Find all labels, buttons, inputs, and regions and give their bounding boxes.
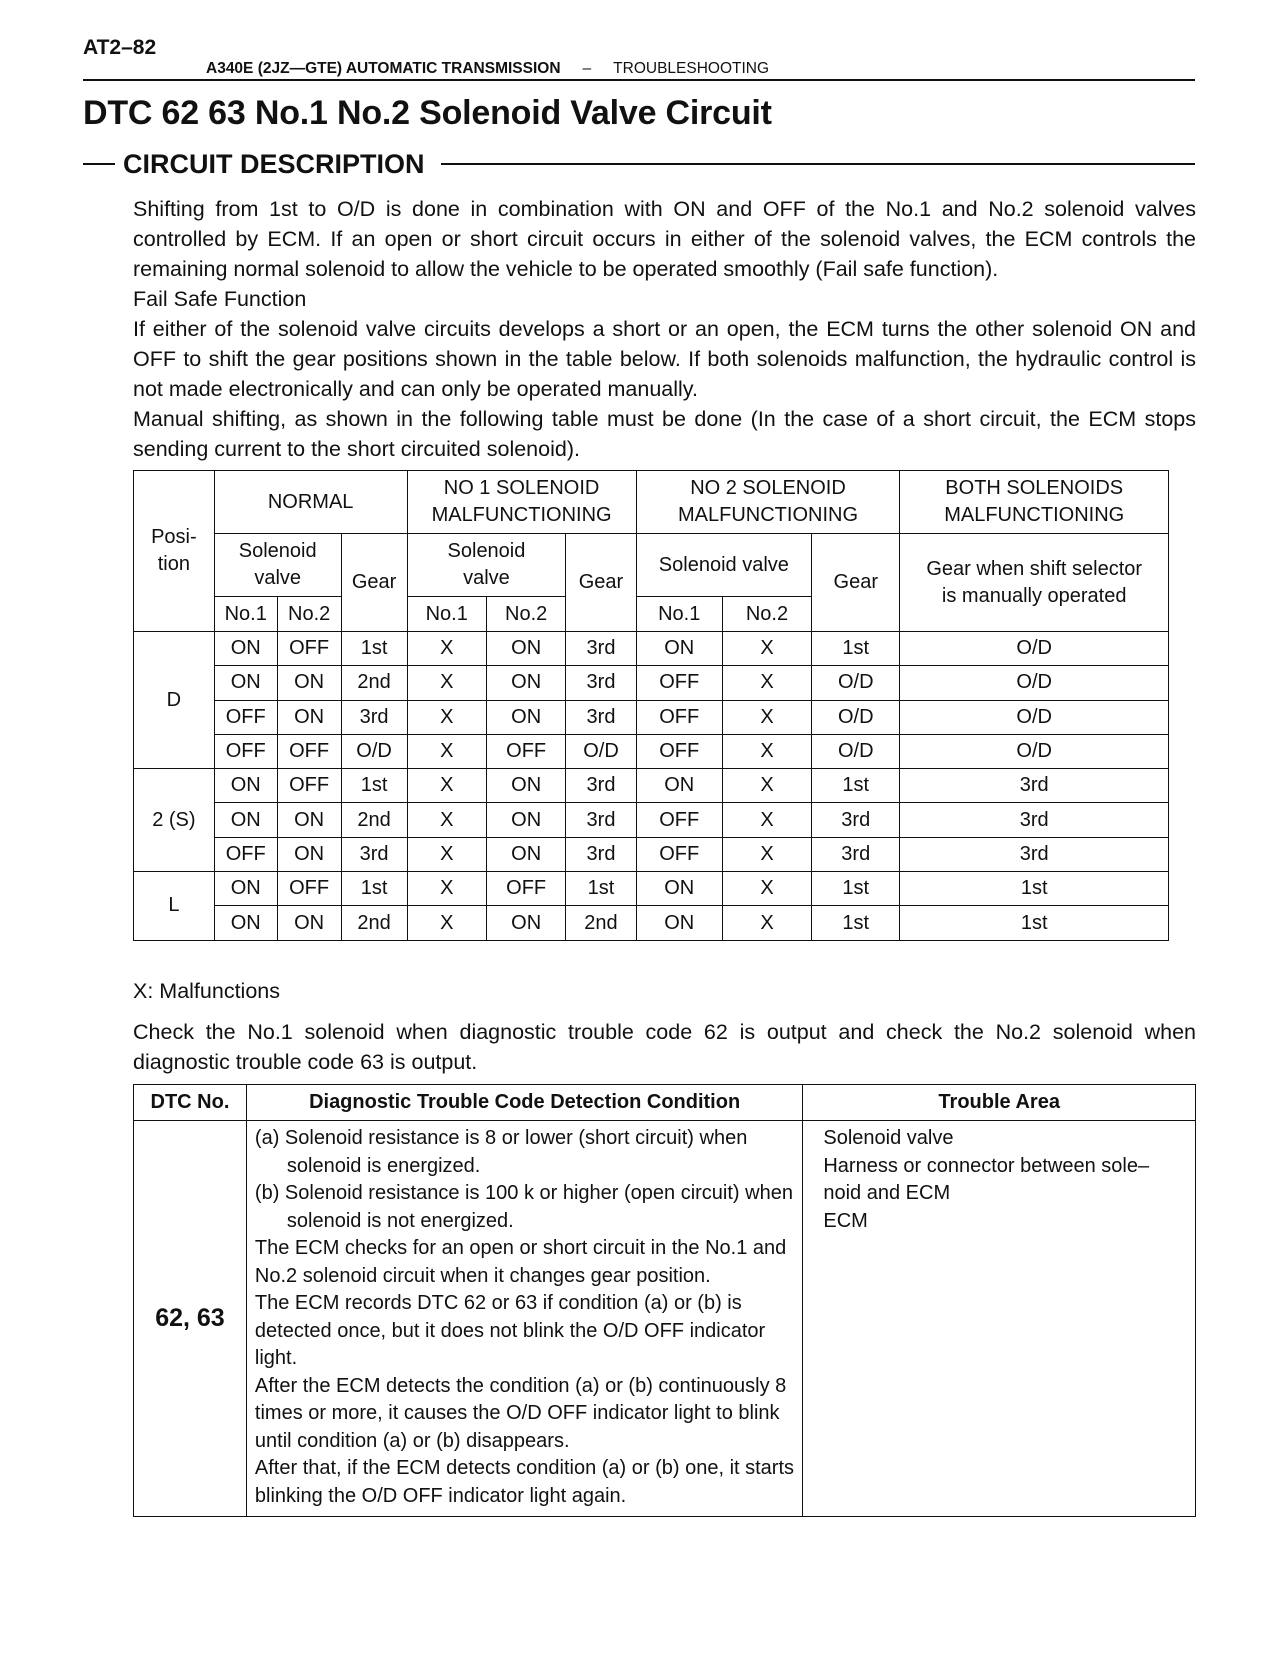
trouble-area-item: Harness or connector between sole– noid and ECM bbox=[823, 1154, 1150, 1204]
shift-table-cell: OFF bbox=[636, 734, 722, 768]
position-label: 2 (S) bbox=[134, 769, 215, 872]
shift-table-cell: ON bbox=[486, 837, 565, 871]
no1-malfunction-header: NO 1 SOLENOID MALFUNCTIONING bbox=[407, 471, 636, 534]
shift-table-cell: 3rd bbox=[341, 700, 407, 734]
fail-safe-heading: Fail Safe Function bbox=[133, 287, 307, 311]
shift-table-cell: O/D bbox=[900, 700, 1169, 734]
section-heading-text: CIRCUIT DESCRIPTION bbox=[123, 148, 425, 179]
shift-table-cell: 3rd bbox=[566, 666, 636, 700]
shift-table-cell: X bbox=[722, 803, 811, 837]
shift-table-cell: 2nd bbox=[566, 906, 636, 940]
shift-table-cell: OFF bbox=[636, 803, 722, 837]
shift-table-cell: X bbox=[407, 632, 486, 666]
shift-table-cell: X bbox=[722, 666, 811, 700]
header-separator: – bbox=[582, 60, 592, 77]
shift-table-row bbox=[134, 666, 1169, 700]
dtc-no-header: DTC No. bbox=[134, 1085, 247, 1121]
dtc-table bbox=[133, 1084, 1196, 1517]
shift-table-row bbox=[134, 837, 1169, 871]
shift-table-cell: ON bbox=[277, 666, 341, 700]
shift-table-row bbox=[134, 769, 1169, 803]
normal-gear-header: Gear bbox=[341, 534, 407, 632]
shift-table-row bbox=[134, 734, 1169, 768]
normal-solenoid-valve-header: Solenoid valve bbox=[214, 534, 341, 597]
shift-table-row bbox=[134, 700, 1169, 734]
shift-table-cell: X bbox=[722, 769, 811, 803]
shift-table-cell: ON bbox=[214, 666, 277, 700]
shift-table-cell: 1st bbox=[341, 872, 407, 906]
shift-table-cell: ON bbox=[214, 872, 277, 906]
shift-table-cell: O/D bbox=[566, 734, 636, 768]
shift-table-cell: X bbox=[407, 803, 486, 837]
shift-table-cell: OFF bbox=[214, 837, 277, 871]
shift-table-cell: X bbox=[722, 632, 811, 666]
detection-condition-cell bbox=[246, 1121, 802, 1517]
fail-safe-paragraph: If either of the solenoid valve circuits develops a short or an open, the ECM turns the other solenoid ON and OFF to shift the gear positions shown in the table below. If both solenoids malfunction, the hydraulic control is not made electronically and can only be operated manually. bbox=[133, 317, 1196, 401]
heading-trail-rule bbox=[441, 163, 1195, 165]
intro-paragraph: Shifting from 1st to O/D is done in combination with ON and OFF of the No.1 and No.2 solenoid valves controlled by ECM. If an open or short circuit occurs in either of the solenoid valves, the ECM controls the remaining normal solenoid to allow the vehicle to be operated smoothly (Fail safe function). bbox=[133, 197, 1196, 281]
trouble-area-item: Solenoid valve bbox=[823, 1127, 954, 1149]
shift-table-cell: ON bbox=[636, 769, 722, 803]
manual-gear-header: Gear when shift selector is manually operated bbox=[900, 534, 1169, 632]
shift-table-cell: X bbox=[722, 734, 811, 768]
shift-table-cell: ON bbox=[277, 906, 341, 940]
shift-table-cell: 3rd bbox=[812, 837, 900, 871]
normal-header: NORMAL bbox=[214, 471, 407, 534]
page-title: DTC 62 63 No.1 No.2 Solenoid Valve Circuit bbox=[83, 94, 772, 132]
shift-table-cell: ON bbox=[486, 906, 565, 940]
shift-table-cell: OFF bbox=[486, 734, 565, 768]
shift-table-cell: 1st bbox=[566, 872, 636, 906]
shift-table-cell: 3rd bbox=[900, 769, 1169, 803]
trouble-area-header: Trouble Area bbox=[803, 1085, 1196, 1121]
shift-table-cell: 3rd bbox=[341, 837, 407, 871]
section-name: TROUBLESHOOTING bbox=[613, 60, 770, 77]
no1-solenoid-valve-header: Solenoid valve bbox=[407, 534, 566, 597]
dtc-code: 62, 63 bbox=[134, 1121, 247, 1517]
condition-b: (b) Solenoid resistance is 100 k or higher (open circuit) when solenoid is not energized. bbox=[254, 1182, 793, 1232]
shift-table-cell: ON bbox=[486, 803, 565, 837]
shift-table-cell: 2nd bbox=[341, 906, 407, 940]
shift-table-cell: O/D bbox=[900, 632, 1169, 666]
shift-position-table bbox=[133, 470, 1169, 941]
manual-shift-paragraph: Manual shifting, as shown in the following table must be done (In the case of a short circuit, the ECM stops sending current to the short circuited solenoid). bbox=[133, 407, 1196, 461]
shift-table-cell: ON bbox=[486, 700, 565, 734]
shift-table-row bbox=[134, 803, 1169, 837]
shift-table-cell: X bbox=[407, 734, 486, 768]
shift-table-cell: 1st bbox=[812, 872, 900, 906]
header-rule bbox=[83, 79, 1195, 81]
shift-table-cell: X bbox=[407, 906, 486, 940]
shift-table-cell: X bbox=[722, 700, 811, 734]
condition-a: (a) Solenoid resistance is 8 or lower (short circuit) when solenoid is energized. bbox=[254, 1127, 748, 1177]
shift-table-cell: ON bbox=[277, 837, 341, 871]
shift-table-cell: 1st bbox=[812, 769, 900, 803]
shift-table-cell: 3rd bbox=[812, 803, 900, 837]
shift-table-cell: X bbox=[407, 872, 486, 906]
shift-table-cell: 2nd bbox=[341, 666, 407, 700]
shift-table-cell: OFF bbox=[214, 700, 277, 734]
shift-table-cell: ON bbox=[636, 906, 722, 940]
no2-gear-header: Gear bbox=[812, 534, 900, 632]
legend-note: X: Malfunctions bbox=[133, 979, 280, 1003]
check-paragraph: Check the No.1 solenoid when diagnostic trouble code 62 is output and check the No.2 solenoid when diagnostic trouble code 63 is output. bbox=[133, 1020, 1196, 1074]
shift-table-cell: ON bbox=[277, 803, 341, 837]
shift-table-cell: 1st bbox=[341, 769, 407, 803]
shift-table-cell: X bbox=[722, 906, 811, 940]
condition-note-1: The ECM checks for an open or short circuit in the No.1 and No.2 solenoid circuit when it changes gear position. bbox=[254, 1237, 787, 1287]
no2-solenoid-valve-header: Solenoid valve bbox=[636, 534, 812, 597]
shift-table-cell: O/D bbox=[812, 666, 900, 700]
shift-table-cell: ON bbox=[214, 632, 277, 666]
normal-no2-header: No.2 bbox=[277, 597, 341, 632]
shift-table-cell: 1st bbox=[900, 906, 1169, 940]
shift-table-row bbox=[134, 872, 1169, 906]
shift-table-cell: X bbox=[407, 837, 486, 871]
shift-table-cell: 3rd bbox=[566, 769, 636, 803]
shift-table-cell: ON bbox=[214, 769, 277, 803]
both-malfunction-header: BOTH SOLENOIDS MALFUNCTIONING bbox=[900, 471, 1169, 534]
page-number: AT2–82 bbox=[83, 36, 157, 59]
shift-table-cell: 1st bbox=[812, 906, 900, 940]
shift-table-cell: O/D bbox=[900, 666, 1169, 700]
shift-table-cell: OFF bbox=[214, 734, 277, 768]
shift-table-cell: X bbox=[407, 769, 486, 803]
shift-table-cell: ON bbox=[214, 803, 277, 837]
shift-table-cell: 3rd bbox=[566, 632, 636, 666]
shift-table-cell: 3rd bbox=[900, 803, 1169, 837]
trouble-area-cell bbox=[803, 1121, 1196, 1517]
shift-table-cell: O/D bbox=[900, 734, 1169, 768]
shift-table-body bbox=[134, 632, 1169, 941]
shift-table-cell: 3rd bbox=[900, 837, 1169, 871]
shift-table-cell: OFF bbox=[486, 872, 565, 906]
shift-table-cell: X bbox=[407, 666, 486, 700]
no1-no1-header: No.1 bbox=[407, 597, 486, 632]
running-header bbox=[206, 60, 769, 78]
shift-table-row bbox=[134, 906, 1169, 940]
shift-table-cell: OFF bbox=[277, 632, 341, 666]
no2-no2-header: No.2 bbox=[722, 597, 811, 632]
shift-table-cell: OFF bbox=[277, 872, 341, 906]
condition-note-2: The ECM records DTC 62 or 63 if condition (a) or (b) is detected once, but it does not blink the O/D OFF indicator light. bbox=[254, 1292, 766, 1369]
trouble-area-item: ECM bbox=[823, 1209, 868, 1232]
shift-table-cell: OFF bbox=[277, 769, 341, 803]
shift-table-cell: O/D bbox=[812, 734, 900, 768]
no2-no1-header: No.1 bbox=[636, 597, 722, 632]
shift-table-cell: OFF bbox=[636, 666, 722, 700]
shift-table-cell: O/D bbox=[341, 734, 407, 768]
shift-table-cell: 1st bbox=[900, 872, 1169, 906]
shift-table-cell: ON bbox=[214, 906, 277, 940]
shift-table-cell: ON bbox=[486, 632, 565, 666]
shift-table-cell: ON bbox=[486, 666, 565, 700]
heading-lead-rule bbox=[83, 163, 115, 165]
shift-table-cell: X bbox=[407, 700, 486, 734]
shift-table-row bbox=[134, 632, 1169, 666]
section-heading bbox=[83, 146, 1195, 182]
shift-table-cell: 3rd bbox=[566, 803, 636, 837]
shift-table-cell: 3rd bbox=[566, 837, 636, 871]
shift-table-cell: OFF bbox=[636, 700, 722, 734]
detection-condition-header: Diagnostic Trouble Code Detection Condition bbox=[246, 1085, 802, 1121]
shift-table-cell: ON bbox=[636, 872, 722, 906]
shift-table-cell: ON bbox=[486, 769, 565, 803]
shift-table-cell: O/D bbox=[812, 700, 900, 734]
position-header: Posi- tion bbox=[134, 471, 215, 632]
no1-no2-header: No.2 bbox=[486, 597, 565, 632]
position-label: L bbox=[134, 872, 215, 941]
shift-table-cell: 1st bbox=[812, 632, 900, 666]
shift-table-cell: ON bbox=[636, 632, 722, 666]
shift-table-cell: ON bbox=[277, 700, 341, 734]
normal-no1-header: No.1 bbox=[214, 597, 277, 632]
shift-table-cell: X bbox=[722, 837, 811, 871]
shift-table-cell: 2nd bbox=[341, 803, 407, 837]
position-label: D bbox=[134, 632, 215, 769]
condition-note-4: After that, if the ECM detects condition (a) or (b) one, it starts blinking the O/D OFF indicator light again. bbox=[254, 1457, 795, 1507]
condition-note-3: After the ECM detects the condition (a) or (b) continuously 8 times or more, it causes the O/D OFF indicator light to blink until condition (a) or (b) disappears. bbox=[254, 1374, 787, 1452]
shift-table-cell: OFF bbox=[636, 837, 722, 871]
shift-table-cell: OFF bbox=[277, 734, 341, 768]
shift-table-cell: 1st bbox=[341, 632, 407, 666]
shift-table-cell: X bbox=[722, 872, 811, 906]
no1-gear-header: Gear bbox=[566, 534, 636, 632]
shift-table-cell: 3rd bbox=[566, 700, 636, 734]
no2-malfunction-header: NO 2 SOLENOID MALFUNCTIONING bbox=[636, 471, 900, 534]
manual-title: A340E (2JZ—GTE) AUTOMATIC TRANSMISSION bbox=[206, 60, 561, 77]
